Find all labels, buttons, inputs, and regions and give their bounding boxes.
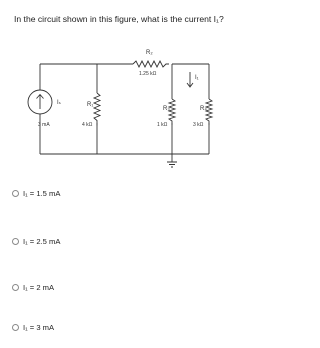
r1-name: R₁ [87,102,94,108]
r3-name: R₃ [163,106,170,112]
r2-value: 1.25 kΩ [139,71,157,77]
answer-option-3[interactable] [12,280,54,294]
radio-button[interactable] [12,238,19,245]
resistor-r1 [94,93,100,126]
answer-option-4[interactable] [12,320,54,334]
r3-value: 1 kΩ [157,122,168,128]
answer-option-1[interactable] [12,186,60,200]
radio-button[interactable] [12,284,19,291]
answer-option-3-label: I₁ = 2 mA [23,282,55,292]
source-value: 3 mA [38,122,50,128]
radio-button[interactable] [12,324,19,331]
ground-symbol [167,154,177,167]
question-text: In the circuit shown in this figure, what is the current I₁? [14,14,224,24]
resistor-r4 [206,99,212,125]
r2-name: R₂ [146,50,153,56]
source-label: Iₛ [57,100,61,106]
answer-option-2-label: I₁ = 2.5 mA [23,236,61,246]
answer-option-4-label: I₁ = 3 mA [23,322,55,332]
current-arrow-icon [187,72,193,87]
answer-option-2[interactable] [12,234,60,248]
r4-value: 3 kΩ [193,122,204,128]
answer-option-1-label: I₁ = 1.5 mA [23,188,61,198]
r1-value: 4 kΩ [82,122,93,128]
resistor-r3 [169,99,175,125]
r4-name: R₄ [200,106,207,112]
current-label: I₁ [195,75,199,81]
radio-button[interactable] [12,190,19,197]
